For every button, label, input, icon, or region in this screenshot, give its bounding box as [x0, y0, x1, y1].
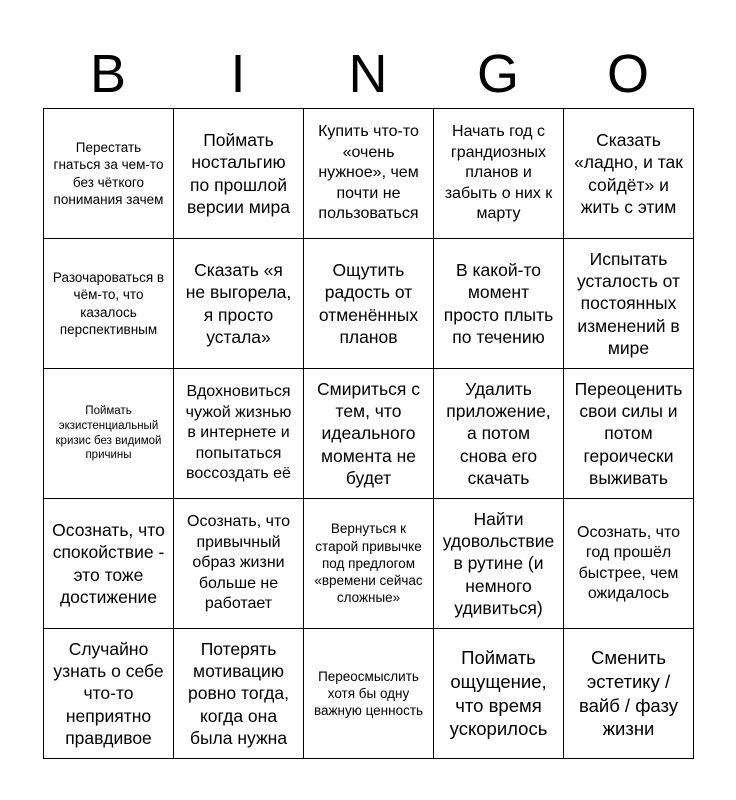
bingo-cell[interactable]: Смириться с тем, что идеального момента не будет [304, 369, 434, 499]
bingo-cell[interactable]: Поймать ощущение, что время ускорилось [434, 629, 564, 759]
bingo-cell[interactable]: Сказать «ладно, и так сойдёт» и жить с этим [564, 109, 694, 239]
title-letter-o: O [606, 44, 649, 104]
title-letter-n: N [348, 44, 388, 104]
bingo-cell[interactable]: Поймать экзистенциальный кризис без видимой причины [44, 369, 174, 499]
bingo-cell[interactable]: Перестать гнаться за чем-то без чёткого понимания зачем [44, 109, 174, 239]
bingo-cell[interactable]: Сказать «я не выгорела, я просто устала» [174, 239, 304, 369]
title-letter-g: G [476, 44, 519, 104]
bingo-title [43, 40, 693, 108]
board-row [44, 629, 694, 759]
bingo-board [43, 108, 694, 759]
bingo-cell[interactable]: Переоценить свои силы и потом героически выживать [564, 369, 694, 499]
board-row [44, 239, 694, 369]
bingo-cell[interactable]: Сменить эстетику / вайб / фазу жизни [564, 629, 694, 759]
bingo-cell[interactable]: Случайно узнать о себе что-то неприятно правдивое [44, 629, 174, 759]
bingo-cell[interactable]: Осознать, что привычный образ жизни больше не работает [174, 499, 304, 629]
title-letter-b: B [89, 44, 127, 104]
bingo-cell[interactable]: Найти удовольствие в рутине (и немного удивиться) [434, 499, 564, 629]
title-letter-i: I [230, 44, 246, 104]
board-row [44, 109, 694, 239]
bingo-cell[interactable]: Осознать, что год прошёл быстрее, чем ожидалось [564, 499, 694, 629]
bingo-cell[interactable]: Ощутить радость от отменённых планов [304, 239, 434, 369]
board-row [44, 499, 694, 629]
bingo-cell[interactable]: Начать год с грандиозных планов и забыть о них к марту [434, 109, 564, 239]
bingo-cell[interactable]: Вернуться к старой привычке под предлогом «времени сейчас сложные» [304, 499, 434, 629]
bingo-cell[interactable]: В какой-то момент просто плыть по течению [434, 239, 564, 369]
bingo-cell[interactable]: Разочароваться в чём-то, что казалось перспективным [44, 239, 174, 369]
bingo-cell[interactable]: Испытать усталость от постоянных изменений в мире [564, 239, 694, 369]
bingo-cell[interactable]: Поймать ностальгию по прошлой версии мира [174, 109, 304, 239]
bingo-cell[interactable]: Потерять мотивацию ровно тогда, когда она была нужна [174, 629, 304, 759]
bingo-cell[interactable]: Осознать, что спокойствие - это тоже достижение [44, 499, 174, 629]
bingo-cell[interactable]: Удалить приложение, а потом снова его скачать [434, 369, 564, 499]
board-row [44, 369, 694, 499]
bingo-cell[interactable]: Вдохновиться чужой жизнью в интернете и попытаться воссоздать её [174, 369, 304, 499]
bingo-cell[interactable]: Переосмыслить хотя бы одну важную ценность [304, 629, 434, 759]
bingo-cell[interactable]: Купить что-то «очень нужное», чем почти не пользоваться [304, 109, 434, 239]
